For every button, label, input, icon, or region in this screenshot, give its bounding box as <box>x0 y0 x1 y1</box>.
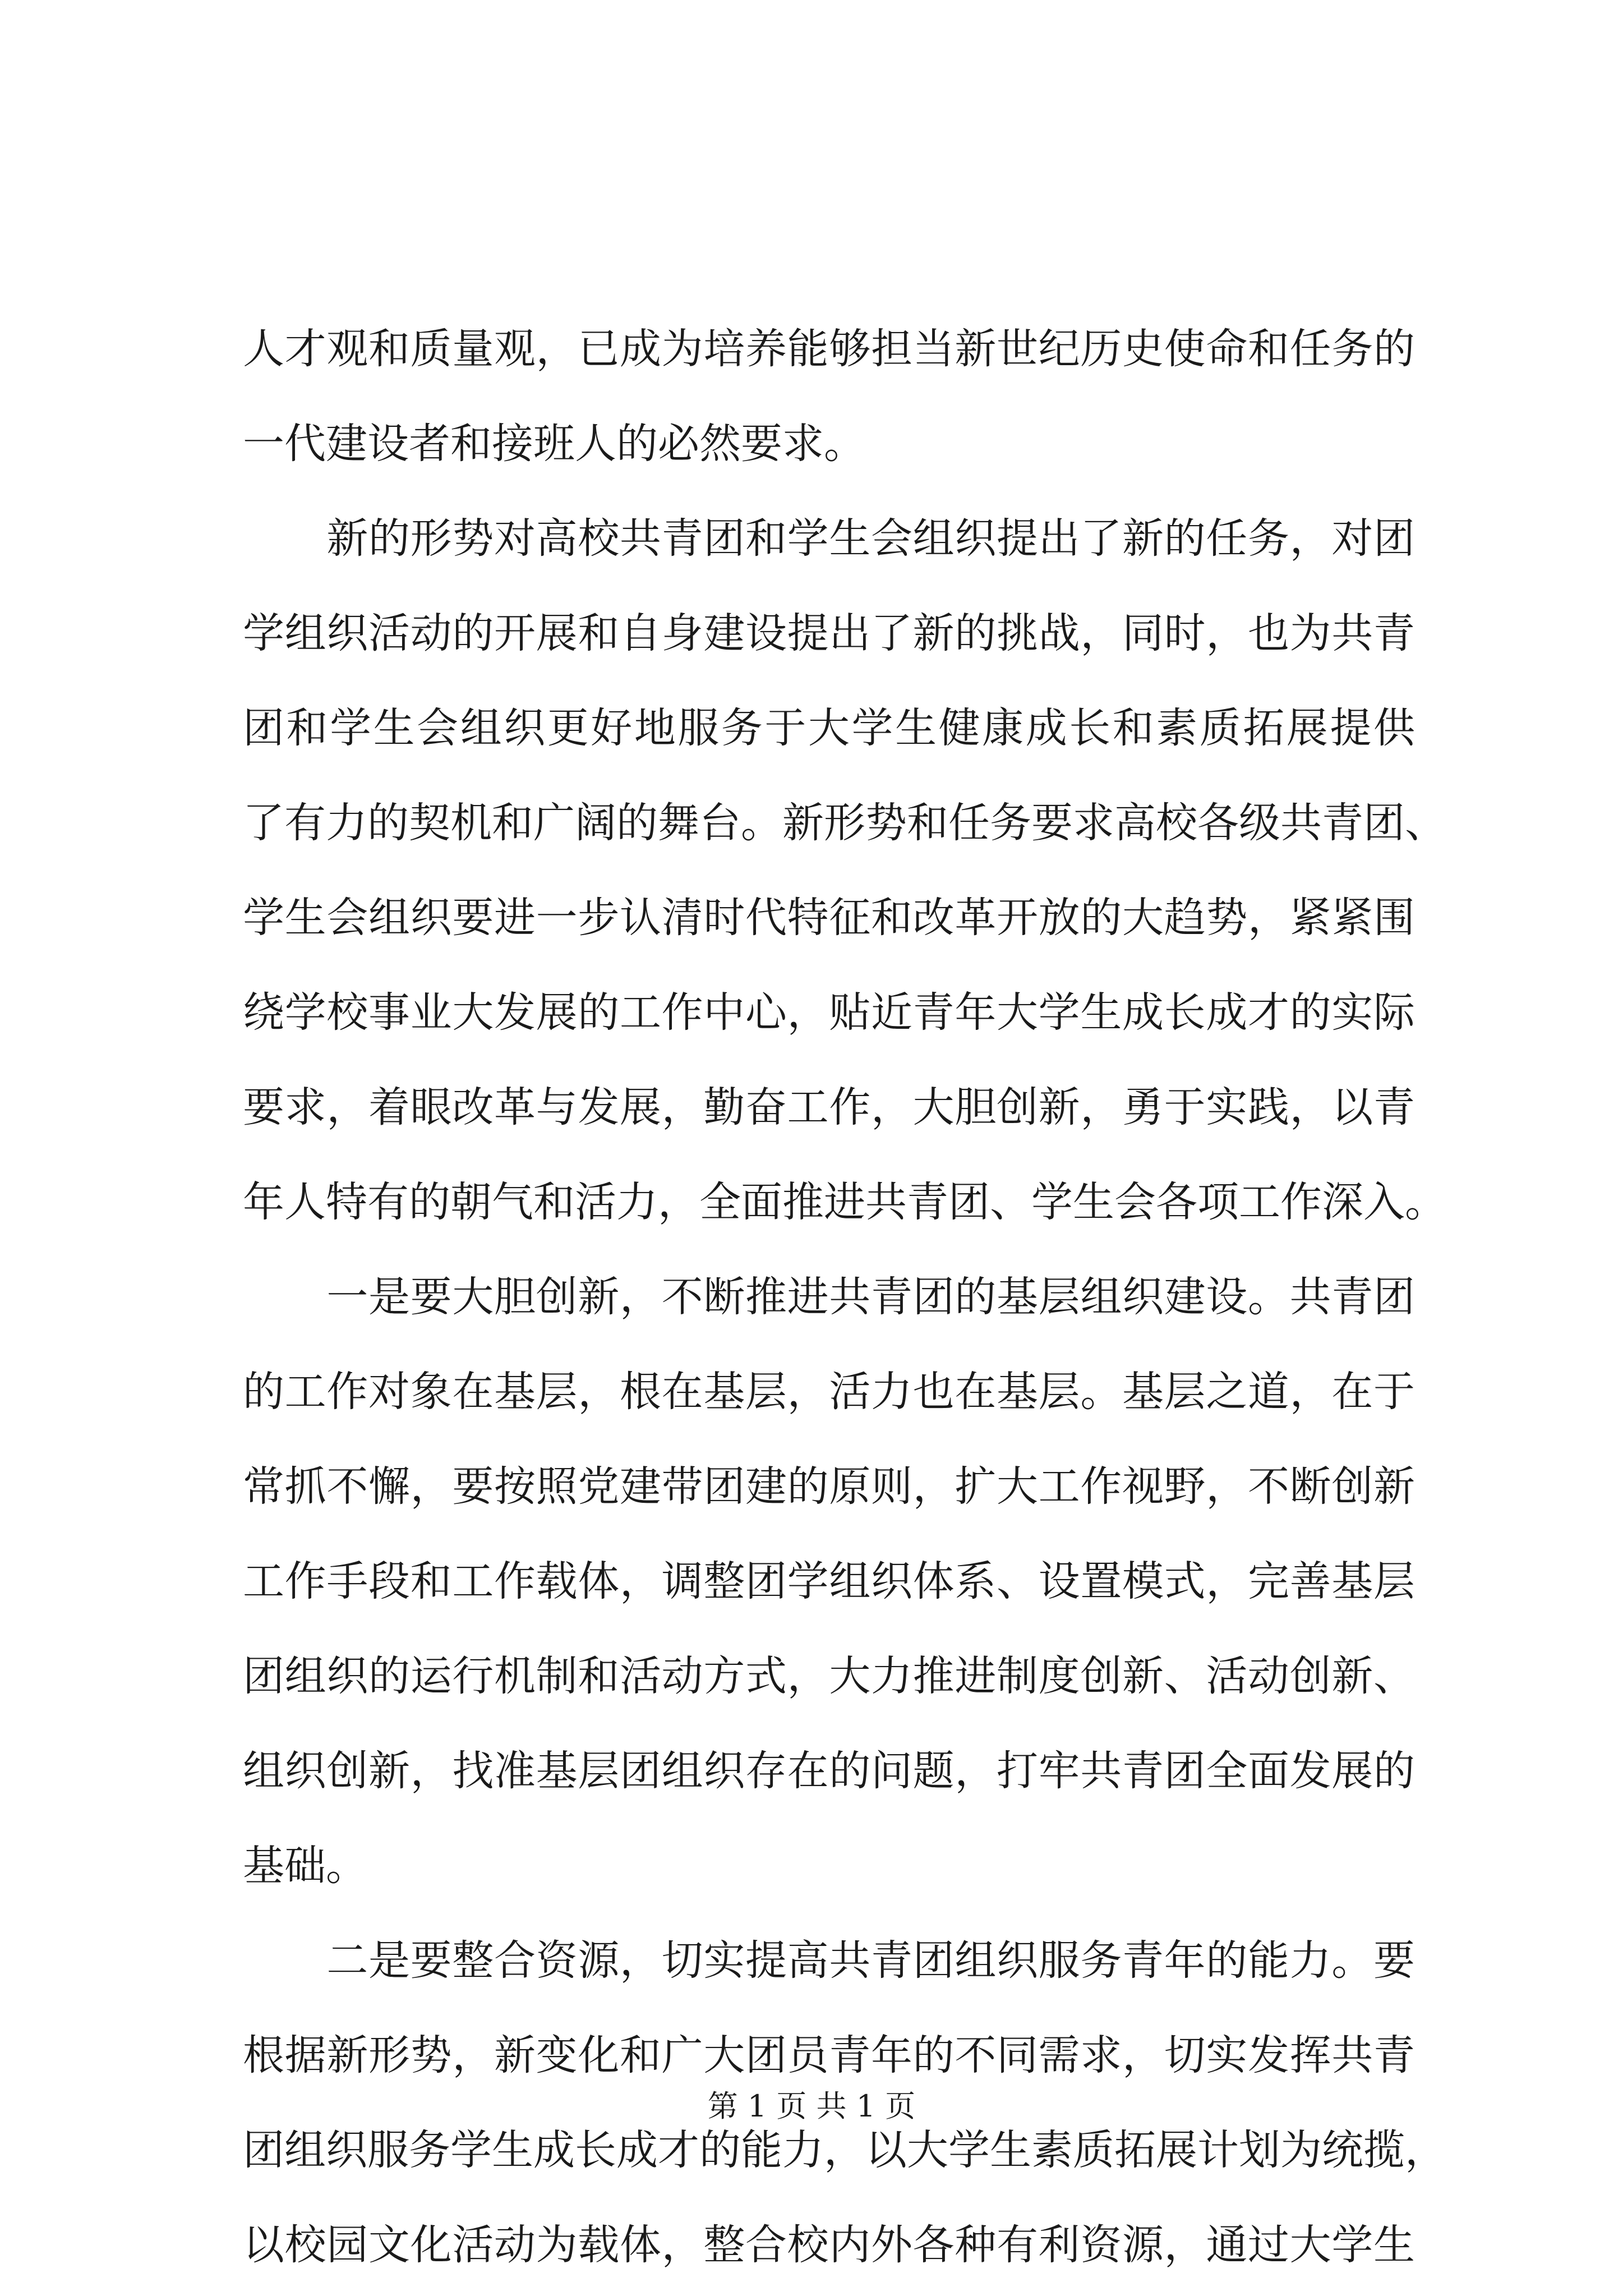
text-line: 团和学生会组织更好地服务于大学生健康成长和素质拓展提供 <box>243 704 1415 752</box>
text-line: 组织创新，找准基层团组织存在的问题，打牢共青团全面发展的 <box>243 1747 1415 1795</box>
text-line: 一代建设者和接班人的必然要求。 <box>243 420 865 468</box>
text-line: 人才观和质量观，已成为培养能够担当新世纪历史使命和任务的 <box>243 325 1415 373</box>
text-line: 以校园文化活动为载体，整合校内外各种有利资源，通过大学生 <box>243 2221 1415 2269</box>
text-line: 团组织的运行机制和活动方式，大力推进制度创新、活动创新、 <box>243 1652 1415 1700</box>
text-line: 学生会组织要进一步认清时代特征和改革开放的大趋势，紧紧围 <box>243 894 1415 942</box>
text-line: 要求，着眼改革与发展，勤奋工作，大胆创新，勇于实践，以青 <box>243 1083 1415 1131</box>
text-line: 了有力的契机和广阔的舞台。新形势和任务要求高校各级共青团、 <box>243 799 1446 847</box>
text-line: 工作手段和工作载体，调整团学组织体系、设置模式，完善基层 <box>243 1557 1415 1605</box>
text-line: 常抓不懈，要按照党建带团建的原则，扩大工作视野，不断创新 <box>243 1462 1415 1511</box>
text-line: 的工作对象在基层，根在基层，活力也在基层。基层之道，在于 <box>243 1368 1415 1416</box>
text-line: 学组织活动的开展和自身建设提出了新的挑战，同时，也为共青 <box>243 609 1415 657</box>
text-line: 新的形势对高校共青团和学生会组织提出了新的任务，对团 <box>243 514 1415 563</box>
text-line: 根据新形势，新变化和广大团员青年的不同需求，切实发挥共青 <box>243 2031 1415 2079</box>
document-body <box>243 302 1446 2293</box>
text-line: 一是要大胆创新，不断推进共青团的基层组织建设。共青团 <box>243 1273 1415 1321</box>
page-footer <box>0 2084 1623 2129</box>
text-line: 团组织服务学生成长成才的能力，以大学生素质拓展计划为统揽， <box>243 2126 1446 2174</box>
text-line: 二是要整合资源，切实提高共青团组织服务青年的能力。要 <box>243 1936 1415 1985</box>
page-number-label: 第 1 页 共 1 页 <box>707 2088 916 2124</box>
text-line: 年人特有的朝气和活力，全面推进共青团、学生会各项工作深入。 <box>243 1178 1446 1226</box>
text-line: 基础。 <box>243 1842 367 1890</box>
text-line: 绕学校事业大发展的工作中心，贴近青年大学生成长成才的实际 <box>243 988 1415 1037</box>
